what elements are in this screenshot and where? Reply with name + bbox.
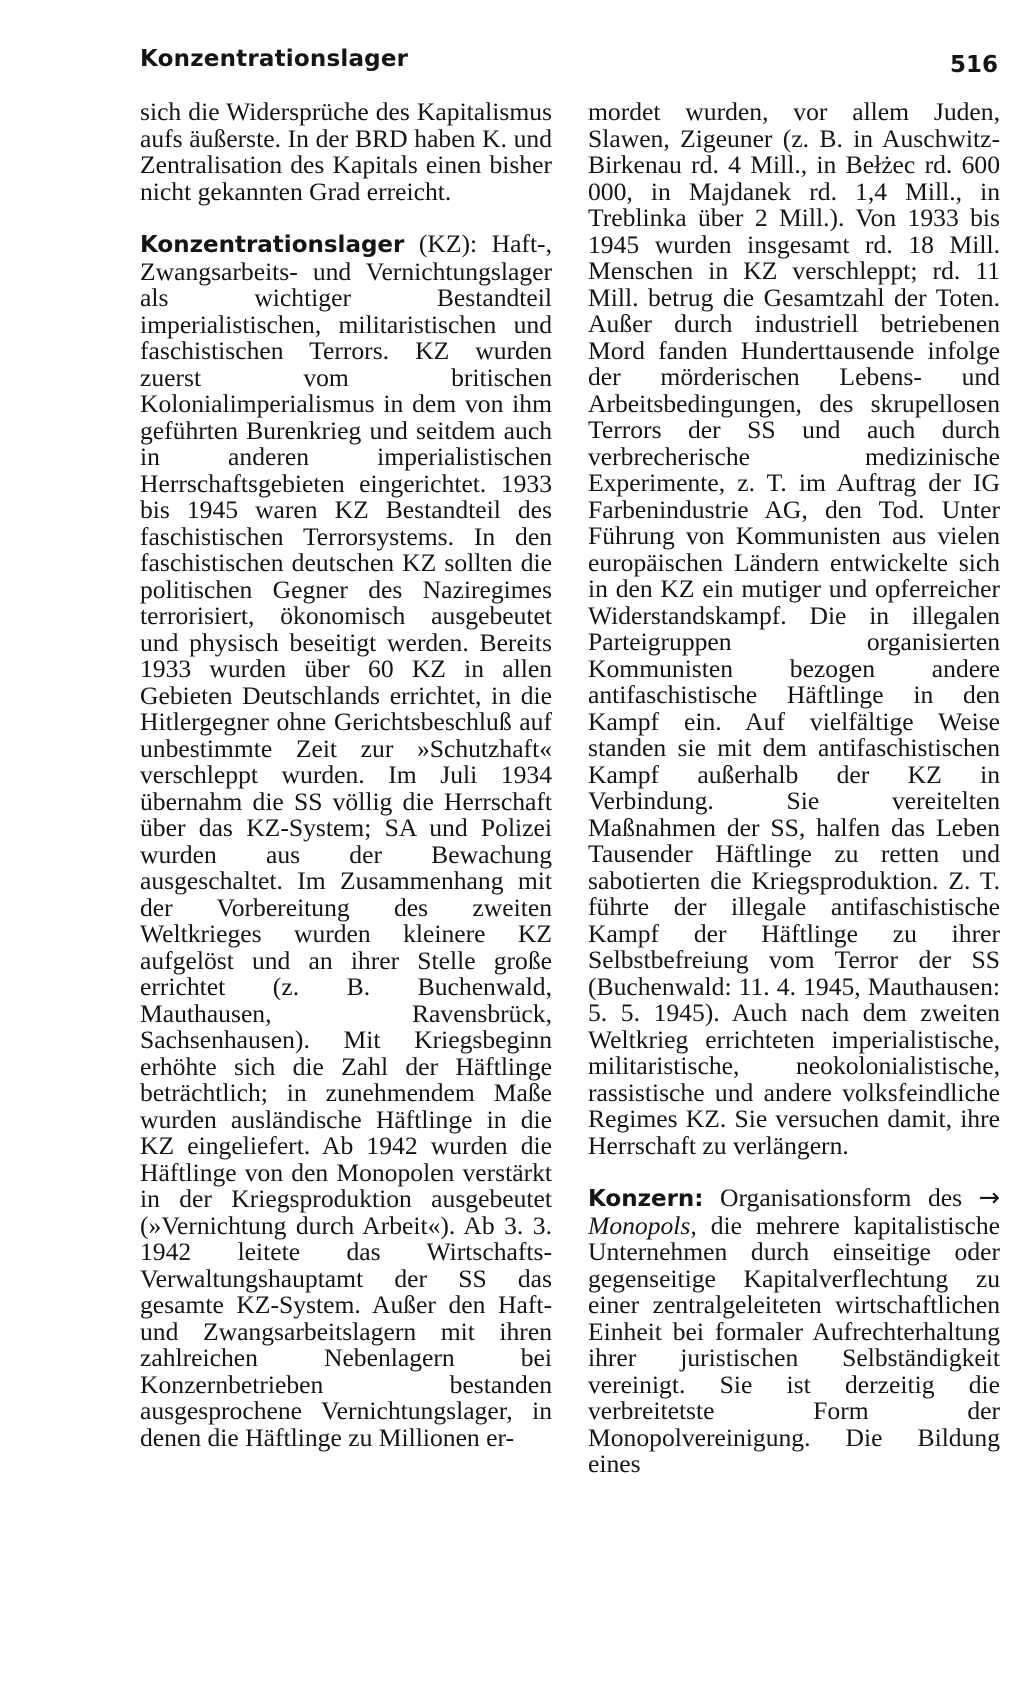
right-column bbox=[588, 99, 1000, 1478]
cross-reference-arrow-icon: → bbox=[978, 1183, 1001, 1213]
entry-konzentrationslager bbox=[140, 231, 552, 1451]
entry-body: (KZ): Haft-, Zwangsarbeits- und Vernichtungslager als wichtiger Bestandteil imperialistischen, militaristischen und faschistischen Terrors. KZ wurden zuerst vom britischen Kolonialimperialismus in dem von ihm geführten Burenkrieg und seitdem auch in anderen imperialistischen Herrschaftsgebieten eingerichtet. 1933 bis 1945 waren KZ Bestandteil des faschistischen Terrorsystems. In den faschistischen deutschen KZ sollten die politischen Gegner des Naziregimes terrorisiert, ökonomisch ausgebeutet und physisch beseitigt werden. Bereits 1933 wurden über 60 KZ in allen Gebieten Deutschlands errichtet, in die Hitlergegner ohne Gerichtsbeschluß auf unbestimmte Zeit zur »Schutzhaft« verschleppt wurden. Im Juli 1934 übernahm die SS völlig die Herrschaft über das KZ-System; SA und Polizei wurden aus der Bewachung ausgeschaltet. Im Zusammenhang mit der Vorbereitung des zweiten Weltkrieges wurden kleinere KZ aufgelöst und an ihrer Stelle große errichtet (z. B. Buchenwald, Mauthausen, Ravensbrück, Sachsenhausen). Mit Kriegsbeginn erhöhte sich die Zahl der Häftlinge beträchtlich; in zunehmendem Maße wurden ausländische Häftlinge in die KZ eingeliefert. Ab 1942 wurden die Häftlinge von den Monopolen verstärkt in der Kriegsproduktion ausgebeutet (»Vernichtung durch Arbeit«). Ab 3. 3. 1942 leitete das Wirtschafts-Verwaltungshauptamt der SS das gesamte KZ-System. Außer den Haft- und Zwangsarbeitslagern mit ihren zahlreichen Nebenlagern bei Konzernbetrieben bestanden ausgesprochene Vernichtungslager, in denen die Häftlinge zu Millionen er- bbox=[140, 229, 552, 1452]
continuation-paragraph: sich die Widersprüche des Kapitalismus aufs äußerste. In der BRD haben K. und Zentralisation des Kapitals einen bisher nicht gekannten Grad erreicht. bbox=[140, 97, 552, 206]
entry-body: die mehrere kapitalistische Unternehmen durch einseitige oder gegenseitige Kapitalverflechtung zu einer zentralgeleiteten wirtschaftlichen Einheit bei formaler Aufrechterhaltung ihrer juristischen Selbständigkeit vereinigt. Sie ist derzeitig die verbreitetste Form der Monopolvereinigung. Die Bildung eines bbox=[588, 1210, 1000, 1478]
continuation-paragraph: mordet wurden, vor allem Juden, Slawen, Zigeuner (z. B. in Auschwitz-Birkenau rd. 4 Mill., in Bełżec rd. 600 000, in Majdanek rd. 1,4 Mill., in Treblinka über 2 Mill.). Von 1933 bis 1945 wurden insgesamt rd. 18 Mill. Menschen in KZ verschleppt; rd. 11 Mill. betrug die Gesamtzahl der Toten. Außer durch industriell betriebenen Mord fanden Hunderttausende infolge der mörderischen Lebens- und Arbeitsbedingungen, des skrupellosen Terrors der SS und auch durch verbrecherische medizinische Experimente, z. T. im Auftrag der IG Farbenindustrie AG, den Tod. Unter Führung von Kommunisten aus vielen europäischen Ländern entwickelte sich in den KZ ein mutiger und opferreicher Widerstandskampf. Die in illegalen Parteigruppen organisierten Kommunisten bezogen andere antifaschistische Häftlinge in den Kampf ein. Auf vielfältige Weise standen sie mit dem antifaschistischen Kampf außerhalb der KZ in Verbindung. Sie vereitelten Maßnahmen der SS, halfen das Leben Tausender Häftlinge zu retten und sabotierten die Kriegsproduktion. Z. T. führte der illegale antifaschistische Kampf der Häftlinge zu ihrer Selbstbefreiung vom Terror der SS (Buchenwald: 11. 4. 1945, Mauthausen: 5. 5. 1945). Auch nach dem zweiten Weltkrieg errichteten imperialistische, militaristische, neokolonialistische, rassistische und andere volksfeindliche Regimes KZ. Sie versuchen damit, ihre Herrschaft zu verlängern. bbox=[588, 97, 1000, 1160]
running-title: Konzentrationslager bbox=[140, 46, 409, 72]
page-number: 516 bbox=[950, 52, 999, 78]
entry-lead: Organisationsform des bbox=[720, 1183, 963, 1212]
entry-headword: Konzern: bbox=[588, 1186, 704, 1212]
paragraph-gap bbox=[140, 205, 552, 231]
paragraph-gap bbox=[588, 1159, 1000, 1185]
cross-reference: Monopols, bbox=[588, 1210, 697, 1240]
entry-konzern bbox=[588, 1185, 1000, 1478]
entry-headword: Konzentrationslager bbox=[140, 232, 405, 258]
left-column bbox=[140, 99, 552, 1451]
